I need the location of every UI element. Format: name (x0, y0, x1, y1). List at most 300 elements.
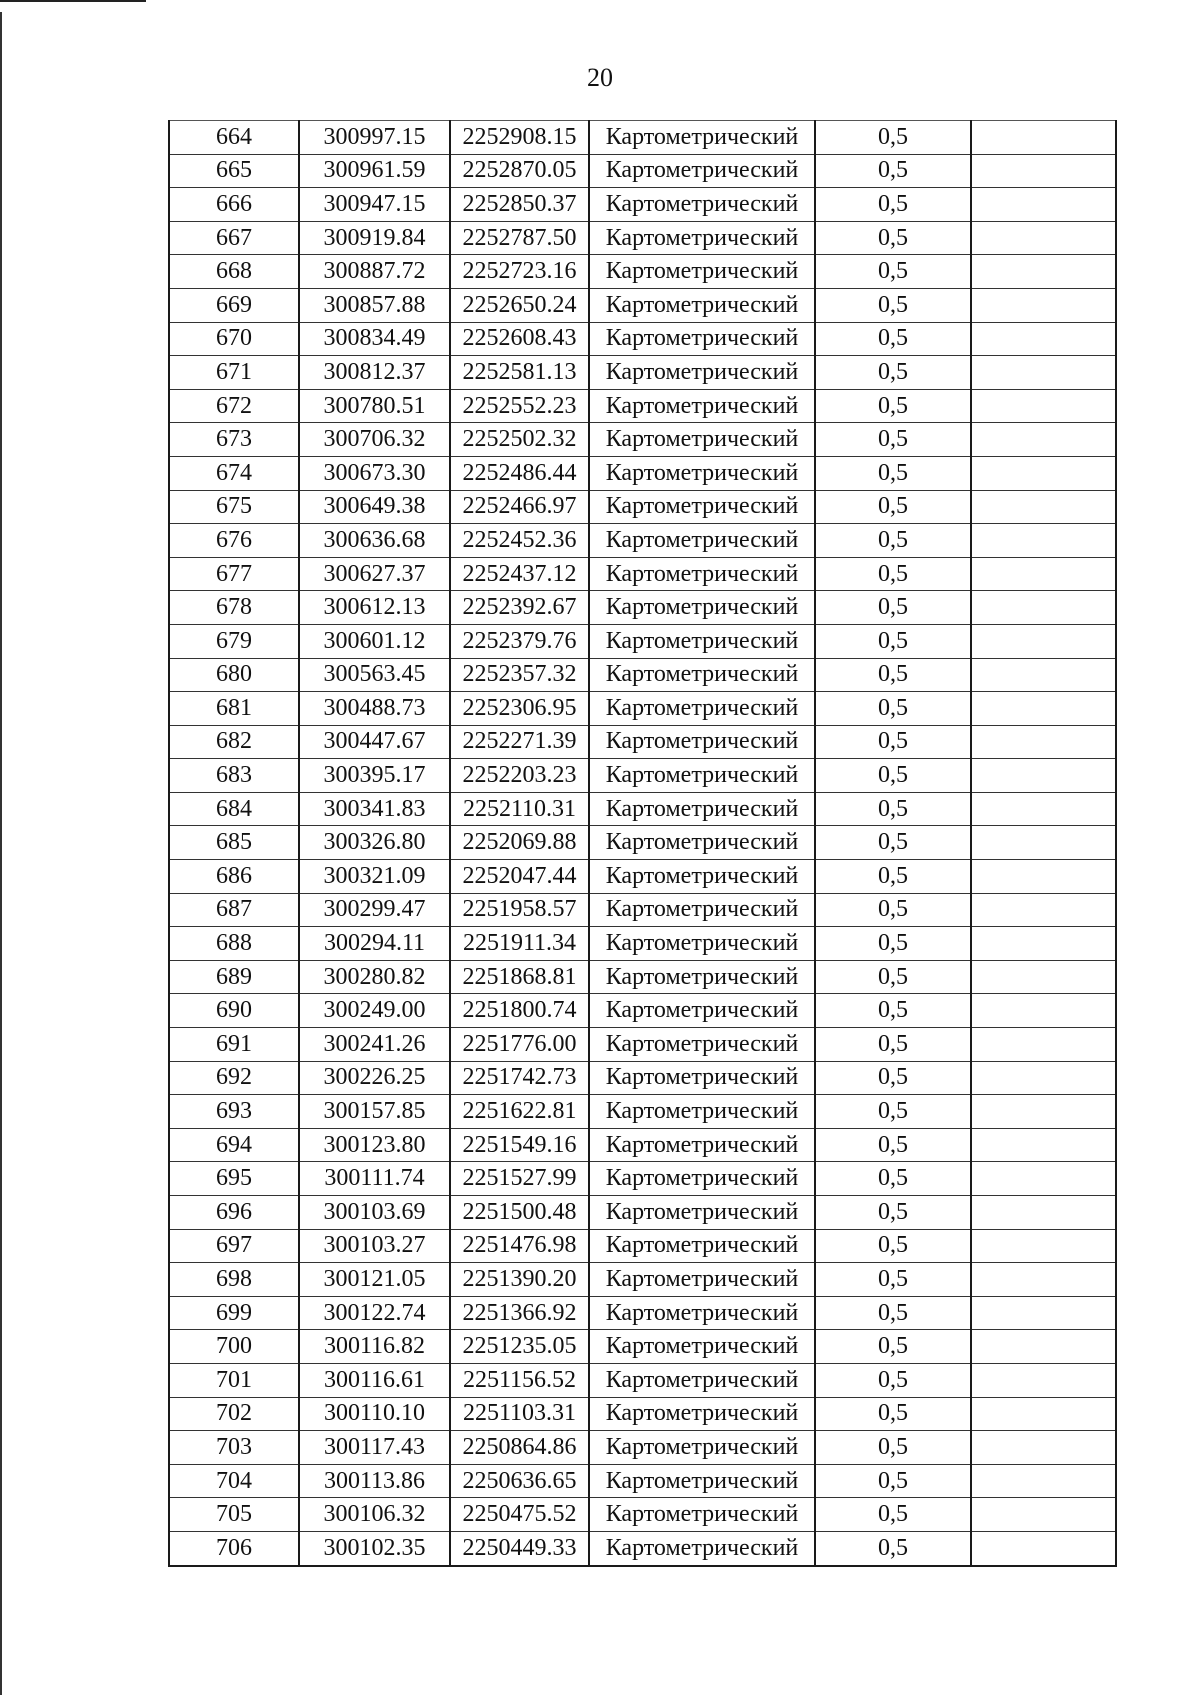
method-cell: Картометрический (589, 490, 815, 524)
table-row (169, 692, 1116, 726)
method-cell: Картометрический (589, 692, 815, 726)
table-row (169, 456, 1116, 490)
accuracy-cell: 0,5 (815, 826, 971, 860)
method-cell: Картометрический (589, 1229, 815, 1263)
note-cell (971, 1464, 1116, 1498)
y-coordinate-cell: 2252466.97 (450, 490, 589, 524)
point-number-cell: 694 (169, 1128, 299, 1162)
y-coordinate-cell: 2252870.05 (450, 154, 589, 188)
note-cell (971, 1229, 1116, 1263)
point-number-cell: 688 (169, 927, 299, 961)
method-cell: Картометрический (589, 456, 815, 490)
table-row (169, 1330, 1116, 1364)
x-coordinate-cell: 300116.61 (299, 1363, 450, 1397)
point-number-cell: 665 (169, 154, 299, 188)
table-row (169, 792, 1116, 826)
method-cell: Картометрический (589, 1531, 815, 1565)
y-coordinate-cell: 2252787.50 (450, 221, 589, 255)
y-coordinate-cell: 2252392.67 (450, 591, 589, 625)
x-coordinate-cell: 300834.49 (299, 322, 450, 356)
method-cell: Картометрический (589, 591, 815, 625)
x-coordinate-cell: 300563.45 (299, 658, 450, 692)
point-number-cell: 691 (169, 1028, 299, 1062)
method-cell: Картометрический (589, 1162, 815, 1196)
y-coordinate-cell: 2252357.32 (450, 658, 589, 692)
point-number-cell: 699 (169, 1296, 299, 1330)
note-cell (971, 389, 1116, 423)
x-coordinate-cell: 300123.80 (299, 1128, 450, 1162)
table-row (169, 121, 1116, 155)
coordinates-table-body (169, 121, 1116, 1566)
y-coordinate-cell: 2251103.31 (450, 1397, 589, 1431)
x-coordinate-cell: 300157.85 (299, 1095, 450, 1129)
method-cell: Картометрический (589, 1028, 815, 1062)
x-coordinate-cell: 300627.37 (299, 557, 450, 591)
note-cell (971, 121, 1116, 155)
table-row (169, 960, 1116, 994)
point-number-cell: 680 (169, 658, 299, 692)
y-coordinate-cell: 2251776.00 (450, 1028, 589, 1062)
point-number-cell: 685 (169, 826, 299, 860)
method-cell: Картометрический (589, 1128, 815, 1162)
y-coordinate-cell: 2251476.98 (450, 1229, 589, 1263)
method-cell: Картометрический (589, 1296, 815, 1330)
accuracy-cell: 0,5 (815, 994, 971, 1028)
point-number-cell: 672 (169, 389, 299, 423)
x-coordinate-cell: 300103.27 (299, 1229, 450, 1263)
point-number-cell: 667 (169, 221, 299, 255)
x-coordinate-cell: 300111.74 (299, 1162, 450, 1196)
note-cell (971, 759, 1116, 793)
table-row (169, 1128, 1116, 1162)
method-cell: Картометрический (589, 994, 815, 1028)
accuracy-cell: 0,5 (815, 1229, 971, 1263)
point-number-cell: 687 (169, 893, 299, 927)
table-row (169, 288, 1116, 322)
note-cell (971, 524, 1116, 558)
accuracy-cell: 0,5 (815, 524, 971, 558)
page-number: 20 (587, 63, 613, 92)
point-number-cell: 703 (169, 1431, 299, 1465)
accuracy-cell: 0,5 (815, 356, 971, 390)
y-coordinate-cell: 2252379.76 (450, 624, 589, 658)
note-cell (971, 154, 1116, 188)
accuracy-cell: 0,5 (815, 1263, 971, 1297)
table-row (169, 725, 1116, 759)
point-number-cell: 673 (169, 423, 299, 457)
note-cell (971, 1363, 1116, 1397)
method-cell: Картометрический (589, 1498, 815, 1532)
x-coordinate-cell: 300947.15 (299, 188, 450, 222)
accuracy-cell: 0,5 (815, 759, 971, 793)
table-row (169, 893, 1116, 927)
accuracy-cell: 0,5 (815, 658, 971, 692)
y-coordinate-cell: 2252502.32 (450, 423, 589, 457)
point-number-cell: 674 (169, 456, 299, 490)
y-coordinate-cell: 2251911.34 (450, 927, 589, 961)
y-coordinate-cell: 2252203.23 (450, 759, 589, 793)
table-row (169, 1095, 1116, 1129)
accuracy-cell: 0,5 (815, 860, 971, 894)
point-number-cell: 686 (169, 860, 299, 894)
method-cell: Картометрический (589, 893, 815, 927)
x-coordinate-cell: 300780.51 (299, 389, 450, 423)
point-number-cell: 705 (169, 1498, 299, 1532)
table-row (169, 591, 1116, 625)
accuracy-cell: 0,5 (815, 1363, 971, 1397)
x-coordinate-cell: 300121.05 (299, 1263, 450, 1297)
accuracy-cell: 0,5 (815, 188, 971, 222)
table-row (169, 389, 1116, 423)
accuracy-cell: 0,5 (815, 490, 971, 524)
accuracy-cell: 0,5 (815, 154, 971, 188)
note-cell (971, 1128, 1116, 1162)
point-number-cell: 700 (169, 1330, 299, 1364)
x-coordinate-cell: 300294.11 (299, 927, 450, 961)
y-coordinate-cell: 2252608.43 (450, 322, 589, 356)
y-coordinate-cell: 2252723.16 (450, 255, 589, 289)
accuracy-cell: 0,5 (815, 792, 971, 826)
accuracy-cell: 0,5 (815, 624, 971, 658)
x-coordinate-cell: 300226.25 (299, 1061, 450, 1095)
accuracy-cell: 0,5 (815, 221, 971, 255)
accuracy-cell: 0,5 (815, 1330, 971, 1364)
accuracy-cell: 0,5 (815, 725, 971, 759)
point-number-cell: 675 (169, 490, 299, 524)
note-cell (971, 960, 1116, 994)
method-cell: Картометрический (589, 1061, 815, 1095)
y-coordinate-cell: 2251800.74 (450, 994, 589, 1028)
method-cell: Картометрический (589, 255, 815, 289)
x-coordinate-cell: 300341.83 (299, 792, 450, 826)
point-number-cell: 679 (169, 624, 299, 658)
table-row (169, 1162, 1116, 1196)
x-coordinate-cell: 300122.74 (299, 1296, 450, 1330)
accuracy-cell: 0,5 (815, 423, 971, 457)
x-coordinate-cell: 300299.47 (299, 893, 450, 927)
method-cell: Картометрический (589, 389, 815, 423)
note-cell (971, 994, 1116, 1028)
accuracy-cell: 0,5 (815, 893, 971, 927)
y-coordinate-cell: 2251527.99 (450, 1162, 589, 1196)
point-number-cell: 697 (169, 1229, 299, 1263)
table-row (169, 624, 1116, 658)
table-row (169, 154, 1116, 188)
note-cell (971, 456, 1116, 490)
method-cell: Картометрический (589, 121, 815, 155)
table-row (169, 1531, 1116, 1565)
point-number-cell: 702 (169, 1397, 299, 1431)
method-cell: Картометрический (589, 221, 815, 255)
note-cell (971, 1296, 1116, 1330)
method-cell: Картометрический (589, 826, 815, 860)
method-cell: Картометрический (589, 154, 815, 188)
table-row (169, 322, 1116, 356)
method-cell: Картометрический (589, 1397, 815, 1431)
y-coordinate-cell: 2252069.88 (450, 826, 589, 860)
table-row (169, 1028, 1116, 1062)
x-coordinate-cell: 300106.32 (299, 1498, 450, 1532)
note-cell (971, 490, 1116, 524)
x-coordinate-cell: 300113.86 (299, 1464, 450, 1498)
note-cell (971, 322, 1116, 356)
point-number-cell: 678 (169, 591, 299, 625)
accuracy-cell: 0,5 (815, 591, 971, 625)
table-row (169, 524, 1116, 558)
x-coordinate-cell: 300488.73 (299, 692, 450, 726)
point-number-cell: 670 (169, 322, 299, 356)
table-row (169, 1229, 1116, 1263)
accuracy-cell: 0,5 (815, 1296, 971, 1330)
method-cell: Картометрический (589, 960, 815, 994)
y-coordinate-cell: 2251390.20 (450, 1263, 589, 1297)
accuracy-cell: 0,5 (815, 288, 971, 322)
accuracy-cell: 0,5 (815, 557, 971, 591)
note-cell (971, 1397, 1116, 1431)
method-cell: Картометрический (589, 423, 815, 457)
accuracy-cell: 0,5 (815, 1028, 971, 1062)
accuracy-cell: 0,5 (815, 322, 971, 356)
note-cell (971, 725, 1116, 759)
note-cell (971, 1431, 1116, 1465)
table-row (169, 1296, 1116, 1330)
y-coordinate-cell: 2252486.44 (450, 456, 589, 490)
y-coordinate-cell: 2252437.12 (450, 557, 589, 591)
table-row (169, 1464, 1116, 1498)
y-coordinate-cell: 2252047.44 (450, 860, 589, 894)
point-number-cell: 690 (169, 994, 299, 1028)
x-coordinate-cell: 300706.32 (299, 423, 450, 457)
y-coordinate-cell: 2252581.13 (450, 356, 589, 390)
table-row (169, 860, 1116, 894)
y-coordinate-cell: 2252850.37 (450, 188, 589, 222)
accuracy-cell: 0,5 (815, 1464, 971, 1498)
note-cell (971, 792, 1116, 826)
table-row (169, 557, 1116, 591)
y-coordinate-cell: 2252552.23 (450, 389, 589, 423)
table-row (169, 1196, 1116, 1230)
point-number-cell: 706 (169, 1531, 299, 1565)
method-cell: Картометрический (589, 188, 815, 222)
point-number-cell: 698 (169, 1263, 299, 1297)
method-cell: Картометрический (589, 1363, 815, 1397)
accuracy-cell: 0,5 (815, 960, 971, 994)
point-number-cell: 701 (169, 1363, 299, 1397)
table-row (169, 658, 1116, 692)
table-row (169, 759, 1116, 793)
table-row (169, 490, 1116, 524)
accuracy-cell: 0,5 (815, 1061, 971, 1095)
y-coordinate-cell: 2251500.48 (450, 1196, 589, 1230)
x-coordinate-cell: 300857.88 (299, 288, 450, 322)
note-cell (971, 692, 1116, 726)
y-coordinate-cell: 2252271.39 (450, 725, 589, 759)
x-coordinate-cell: 300919.84 (299, 221, 450, 255)
method-cell: Картометрический (589, 524, 815, 558)
method-cell: Картометрический (589, 725, 815, 759)
method-cell: Картометрический (589, 1431, 815, 1465)
y-coordinate-cell: 2252452.36 (450, 524, 589, 558)
method-cell: Картометрический (589, 1095, 815, 1129)
accuracy-cell: 0,5 (815, 1397, 971, 1431)
y-coordinate-cell: 2252650.24 (450, 288, 589, 322)
x-coordinate-cell: 300116.82 (299, 1330, 450, 1364)
x-coordinate-cell: 300601.12 (299, 624, 450, 658)
note-cell (971, 1196, 1116, 1230)
table-row (169, 221, 1116, 255)
x-coordinate-cell: 300241.26 (299, 1028, 450, 1062)
accuracy-cell: 0,5 (815, 1128, 971, 1162)
note-cell (971, 1028, 1116, 1062)
note-cell (971, 826, 1116, 860)
y-coordinate-cell: 2251366.92 (450, 1296, 589, 1330)
x-coordinate-cell: 300447.67 (299, 725, 450, 759)
accuracy-cell: 0,5 (815, 1531, 971, 1565)
point-number-cell: 696 (169, 1196, 299, 1230)
x-coordinate-cell: 300887.72 (299, 255, 450, 289)
x-coordinate-cell: 300395.17 (299, 759, 450, 793)
note-cell (971, 1330, 1116, 1364)
table-row (169, 188, 1116, 222)
accuracy-cell: 0,5 (815, 255, 971, 289)
y-coordinate-cell: 2252306.95 (450, 692, 589, 726)
y-coordinate-cell: 2251156.52 (450, 1363, 589, 1397)
y-coordinate-cell: 2251868.81 (450, 960, 589, 994)
y-coordinate-cell: 2251622.81 (450, 1095, 589, 1129)
point-number-cell: 692 (169, 1061, 299, 1095)
x-coordinate-cell: 300326.80 (299, 826, 450, 860)
scan-edge-left (0, 12, 2, 1695)
note-cell (971, 893, 1116, 927)
accuracy-cell: 0,5 (815, 121, 971, 155)
method-cell: Картометрический (589, 288, 815, 322)
x-coordinate-cell: 300249.00 (299, 994, 450, 1028)
point-number-cell: 676 (169, 524, 299, 558)
table-row (169, 1397, 1116, 1431)
note-cell (971, 1263, 1116, 1297)
note-cell (971, 1061, 1116, 1095)
note-cell (971, 288, 1116, 322)
x-coordinate-cell: 300961.59 (299, 154, 450, 188)
method-cell: Картометрический (589, 1464, 815, 1498)
note-cell (971, 860, 1116, 894)
x-coordinate-cell: 300673.30 (299, 456, 450, 490)
x-coordinate-cell: 300110.10 (299, 1397, 450, 1431)
y-coordinate-cell: 2251958.57 (450, 893, 589, 927)
note-cell (971, 557, 1116, 591)
y-coordinate-cell: 2251235.05 (450, 1330, 589, 1364)
table-row (169, 1363, 1116, 1397)
method-cell: Картометрический (589, 860, 815, 894)
x-coordinate-cell: 300103.69 (299, 1196, 450, 1230)
accuracy-cell: 0,5 (815, 927, 971, 961)
x-coordinate-cell: 300321.09 (299, 860, 450, 894)
accuracy-cell: 0,5 (815, 1431, 971, 1465)
method-cell: Картометрический (589, 927, 815, 961)
note-cell (971, 221, 1116, 255)
table-row (169, 1431, 1116, 1465)
x-coordinate-cell: 300636.68 (299, 524, 450, 558)
accuracy-cell: 0,5 (815, 1498, 971, 1532)
y-coordinate-cell: 2250636.65 (450, 1464, 589, 1498)
y-coordinate-cell: 2251742.73 (450, 1061, 589, 1095)
point-number-cell: 682 (169, 725, 299, 759)
note-cell (971, 188, 1116, 222)
method-cell: Картометрический (589, 624, 815, 658)
note-cell (971, 1498, 1116, 1532)
point-number-cell: 695 (169, 1162, 299, 1196)
y-coordinate-cell: 2251549.16 (450, 1128, 589, 1162)
method-cell: Картометрический (589, 1330, 815, 1364)
point-number-cell: 681 (169, 692, 299, 726)
method-cell: Картометрический (589, 759, 815, 793)
coordinates-table (168, 120, 1117, 1567)
point-number-cell: 689 (169, 960, 299, 994)
table-row (169, 826, 1116, 860)
point-number-cell: 664 (169, 121, 299, 155)
note-cell (971, 356, 1116, 390)
note-cell (971, 423, 1116, 457)
method-cell: Картометрический (589, 1263, 815, 1297)
note-cell (971, 624, 1116, 658)
x-coordinate-cell: 300649.38 (299, 490, 450, 524)
point-number-cell: 683 (169, 759, 299, 793)
note-cell (971, 255, 1116, 289)
point-number-cell: 677 (169, 557, 299, 591)
method-cell: Картометрический (589, 356, 815, 390)
accuracy-cell: 0,5 (815, 1095, 971, 1129)
accuracy-cell: 0,5 (815, 389, 971, 423)
point-number-cell: 668 (169, 255, 299, 289)
note-cell (971, 658, 1116, 692)
table-row (169, 927, 1116, 961)
x-coordinate-cell: 300612.13 (299, 591, 450, 625)
note-cell (971, 1095, 1116, 1129)
accuracy-cell: 0,5 (815, 1162, 971, 1196)
x-coordinate-cell: 300997.15 (299, 121, 450, 155)
method-cell: Картометрический (589, 658, 815, 692)
table-row (169, 1498, 1116, 1532)
method-cell: Картометрический (589, 1196, 815, 1230)
point-number-cell: 693 (169, 1095, 299, 1129)
table-row (169, 1061, 1116, 1095)
point-number-cell: 669 (169, 288, 299, 322)
y-coordinate-cell: 2250864.86 (450, 1431, 589, 1465)
accuracy-cell: 0,5 (815, 456, 971, 490)
method-cell: Картометрический (589, 792, 815, 826)
y-coordinate-cell: 2250449.33 (450, 1531, 589, 1565)
point-number-cell: 704 (169, 1464, 299, 1498)
table-row (169, 994, 1116, 1028)
table-row (169, 255, 1116, 289)
note-cell (971, 591, 1116, 625)
accuracy-cell: 0,5 (815, 1196, 971, 1230)
method-cell: Картометрический (589, 322, 815, 356)
y-coordinate-cell: 2252908.15 (450, 121, 589, 155)
point-number-cell: 684 (169, 792, 299, 826)
y-coordinate-cell: 2252110.31 (450, 792, 589, 826)
note-cell (971, 927, 1116, 961)
x-coordinate-cell: 300117.43 (299, 1431, 450, 1465)
point-number-cell: 666 (169, 188, 299, 222)
x-coordinate-cell: 300280.82 (299, 960, 450, 994)
note-cell (971, 1162, 1116, 1196)
table-row (169, 356, 1116, 390)
table-row (169, 423, 1116, 457)
accuracy-cell: 0,5 (815, 692, 971, 726)
x-coordinate-cell: 300102.35 (299, 1531, 450, 1565)
point-number-cell: 671 (169, 356, 299, 390)
